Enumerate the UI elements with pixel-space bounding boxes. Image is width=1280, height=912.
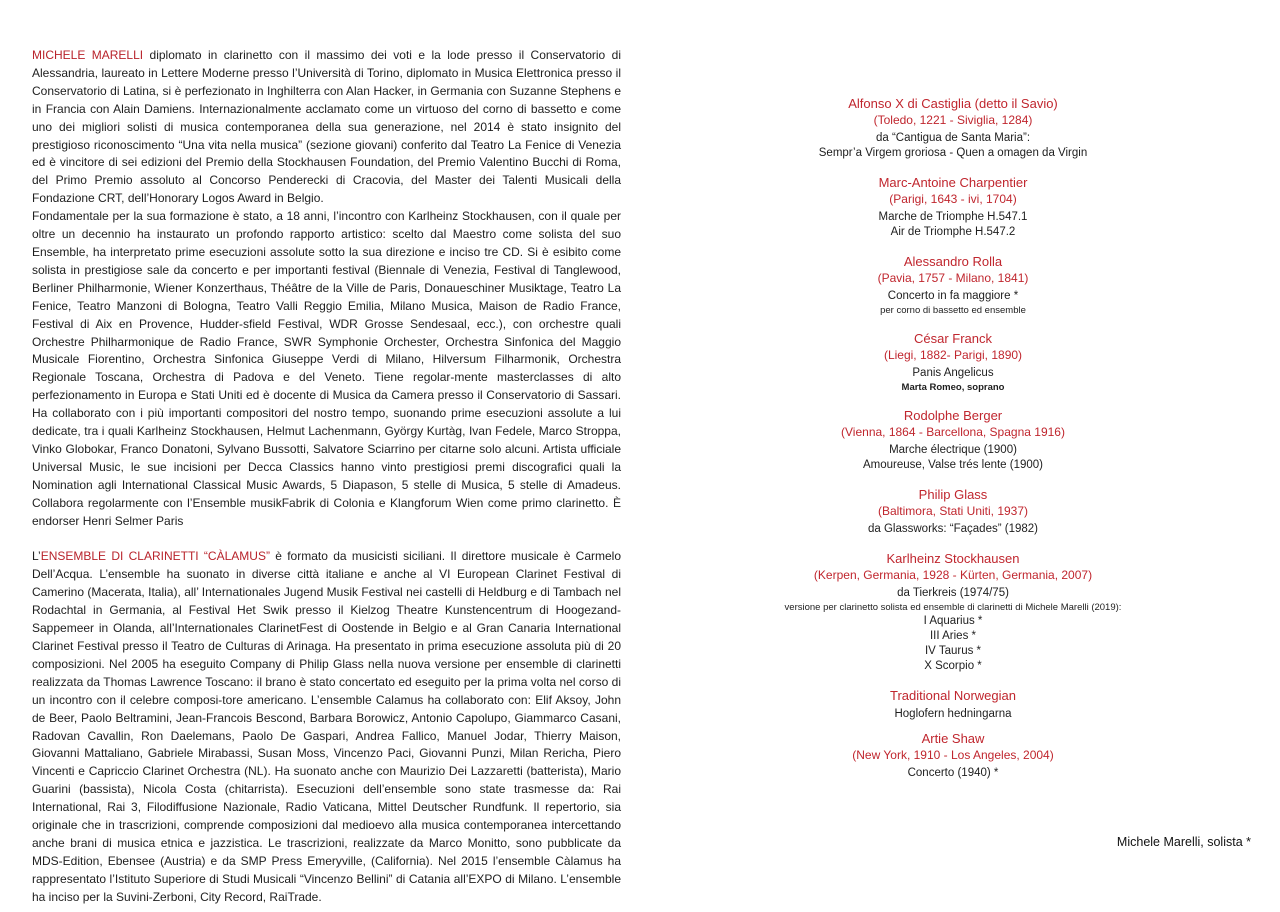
work-title: da “Cantigua de Santa Maria”: [875,132,1031,144]
program-item [733,550,1173,674]
composer-dates: (Toledo, 1221 - Siviglia, 1284) [873,113,1033,127]
work-title: Hoglofern hedningarna [894,708,1012,720]
program-item [733,486,1173,537]
composer-name: Philip Glass [918,487,988,502]
composer-name: Alfonso X di Castiglia (detto il Savio) [848,96,1058,111]
composer-name: Traditional Norwegian [890,688,1016,703]
marelli-bio-paragraph [32,47,621,208]
composer-dates: (Pavia, 1757 - Milano, 1841) [877,271,1029,285]
marelli-name: MICHELE MARELLI [32,48,144,62]
composer-dates: (New York, 1910 - Los Angeles, 2004) [852,748,1054,762]
work-title: Air de Triomphe H.547.2 [890,226,1016,238]
program-item [733,253,1173,317]
composer-name: Marc-Antoine Charpentier [878,175,1028,190]
composer-name: Artie Shaw [921,731,985,746]
composer-name: Rodolphe Berger [903,408,1003,423]
work-title: da Tierkreis (1974/75) [897,587,1009,599]
work-title: Panis Angelicus [912,367,994,379]
biography-column [32,47,621,907]
composer-name: Karlheinz Stockhausen [886,551,1020,566]
composer-dates: (Baltimora, Stati Uniti, 1937) [877,504,1029,518]
program-item [733,330,1173,394]
ensemble-bio-text: è formato da musicisti siciliani. Il direttore musicale è Carmelo Dell’Acqua. L’ensemble ha suonato in diverse città italiane e anche al VI European Clarinet Festival di Camerino (Macerata, Italia), all’ Internationales Jugend Musik Festival nei castelli di Heldburg e di Tambach nel Rodachtal in Germania, al Festival Het Swik presso il Kielzog Theatre Kunstencentrum di Hoogezand-Sappemeer in Olanda, all’Internationales ClarinetFest di Oostende in Belgio e al Gran Canaria International Clarinet Festival presso il Teatro de Culturas di Arinaga. Ha presentato in prima esecuzione assoluta più di 20 composizioni. Nel 2005 ha eseguito Company di Philip Glass nella nuova versione per ensemble di clarinetti realizzata da Thomas Lawrence Toscano: il brano è stato concertato ed eseguito per la prima volta nel corso di un incontro con il celebre composi-tore americano. L’ensemble Calamus ha collaborato con: Elif Aksoy, John de Beer, Paolo Beltramini, Jean-Francois Bescond, Barbara Borowicz, Antonio Capolupo, Giammarco Casani, Radovan Cavallin, Ron Daelemans, Paolo De Gaspari, Andrea Fallico, Manuel Jodar, Thierry Maison, Giovanni Mattaliano, Gabriele Mirabassi, Susan Moss, Vincenzo Paci, Giovanni Punzi, Milan Rericha, Piero Vincenti e Capriccio Clarinet Orchestra (NL). Ha suonato anche con Maurizio Dei Lazzaretti (batterista), Mario Guarini (bassista), Nicola Costa (chitarrista). Esecuzioni dell’ensemble sono state trasmesse da: Rai International, Rai 3, Filodiffusione Nazionale, Radio Vaticana, Mittel Deutscher Rundfunk. Il repertorio, sia originale che in trascrizioni, comprende composizioni dal medioevo alla musica contemporanea intercettando anche brani di musica etnica e jazzistica. Le trascrizioni, realizzate da Marco Monitto, sono pubblicate da MDS-Edition, Ebensee (Austria) e da SMP Press Emeryville, (California). Nel 2015 l’ensemble Càlamus ha rappresentato l’Istituto Superiore di Studi Musicali “Vincenzo Bellini” di Catania all’EXPO di Milano. L’ensemble ha inciso per la Suvini-Zerboni, City Record, RaiTrade. [32,549,622,904]
program-item [733,687,1173,722]
marelli-bio-paragraph-2: Fondamentale per la sua formazione è stato, a 18 anni, l’incontro con Karlheinz Stockhausen, con il quale per oltre un decennio ha instaurato un profondo rapporto artistico: scelto dal Maestro come solista del suo Ensemble, ha interpretato prime esecuzioni assolute sotto la sua direzione e inciso tre CD. Si è esibito come solista in prestigiose sale da concerto e per importanti festival (Biennale di Venezia, Festival di Tanglewood, Berliner Philharmonie, Wiener Konzerthaus, Théâtre de la Ville de Paris, Donaueschiner Musiktage, Teatro La Fenice, Teatro Manzoni di Bologna, Teatro Valli Reggio Emilia, Milano Musica, Maison de Radio France, Festival di Aix en Provence, Hudder-sfield Festival, WDR Grosse Sendesaal, ecc.), con orchestre quali Orchestre Philharmonique de Radio France, SWR Symphonie Orchester, Orchestra Sinfonica del Maggio Musicale Fiorentino, Orchestra Sinfonica Giuseppe Verdi di Milano, Hilversum Filharmonik, Orchestra Regionale Toscana, Orchestra di Padova e del Veneto. Tiene regolar-mente masterclasses di alto perfezionamento in Europa e Stati Uniti ed è docente di Musica da Camera presso il Conservatorio di Sassari. Ha collaborato con i più importanti compositori del nostro tempo, suonando prime esecuzioni assolute a lui dedicate, tra i quali Karlheinz Stockhausen, Helmut Lachenmann, György Kurtàg, Ivan Fedele, Marco Stroppa, Vinko Globokar, Franco Donatoni, Sylvano Bussotti, Salvatore Sciarrino per citarne solo alcuni. Artista ufficiale Universal Music, le sue incisioni per Decca Classics hanno vinto prestigiosi premi discografici quali la Nomination agli International Classical Music Awards, 5 Diapason, 5 stelle di Musica, 5 stelle di Amadeus. Collabora regolarmente con l’Ensemble musikFabrik di Colonia e Klangforum Wien come primo clarinetto. È endorser Henri Selmer Paris [32,209,621,528]
composer-dates: (Liegi, 1882- Parigi, 1890) [883,348,1023,362]
movement-title: III Aries * [929,630,977,642]
soloist-footnote: Michele Marelli, solista * [1116,835,1251,849]
composer-name: César Franck [913,331,993,346]
movement-title: X Scorpio * [924,660,982,672]
movement-title: IV Taurus * [924,645,982,657]
composer-name: Alessandro Rolla [903,254,1003,269]
program-item [733,730,1173,781]
performer-note: Marta Romeo, soprano [901,382,1005,393]
program-item [733,407,1173,473]
composer-dates: (Vienna, 1864 - Barcellona, Spagna 1916) [841,425,1065,439]
ensemble-bio-paragraph [32,548,621,906]
composer-dates: (Kerpen, Germania, 1928 - Kürten, Germania, 2007) [813,568,1093,582]
program-item [733,174,1173,240]
work-title: Concerto in fa maggiore * [887,290,1019,302]
ensemble-prefix: L’ [32,549,41,564]
work-title: Sempr’a Virgem groriosa - Quen a omagen da Virgin [818,147,1088,159]
program-item [733,95,1173,161]
work-title: Marche électrique (1900) [889,444,1017,456]
work-title: da Glassworks: “Façades” (1982) [867,523,1038,535]
work-note: versione per clarinetto solista ed ensemble di clarinetti di Michele Marelli (2019): [784,602,1122,613]
work-note: per corno di bassetto ed ensemble [880,305,1026,316]
ensemble-name: ENSEMBLE DI CLARINETTI “CÀLAMUS” [40,549,270,564]
composer-dates: (Parigi, 1643 - ivi, 1704) [889,192,1017,206]
movement-title: I Aquarius * [923,615,983,627]
work-title: Amoureuse, Valse trés lente (1900) [862,459,1044,471]
marelli-bio-text: diplomato in clarinetto con il massimo dei voti e la lode presso il Conservatorio di Alessandria, laureato in Lettere Moderne presso l’Università di Torino, diplomato in Musica Elettronica presso il Conservatorio di Latina, si è perfezionato in Inghilterra con Alan Hacker, in Germania con Suzanne Stephens e in Francia con Alain Damiens. Internazionalmente acclamato come un virtuoso del corno di bassetto e come uno dei migliori solisti di musica contemporanea della sua generazione, nel 2014 è stato insignito del prestigioso riconoscimento “Una vita nella musica” (sezione giovani) conferito dal Teatro La Fenice di Venezia ed è vincitore di sei edizioni del Premio della Stockhausen Foundation, del Premio Valentino Bucchi di Roma, del Primo Premio assoluto al Concorso Penderecki di Cracovia, del Master dei Talenti Musicali della Fondazione CRT, dell’Honorary Logos Award in Belgio. [32,48,621,206]
work-title: Marche de Triomphe H.547.1 [878,211,1028,223]
work-title: Concerto (1940) * [907,767,999,779]
program-column [733,95,1173,794]
